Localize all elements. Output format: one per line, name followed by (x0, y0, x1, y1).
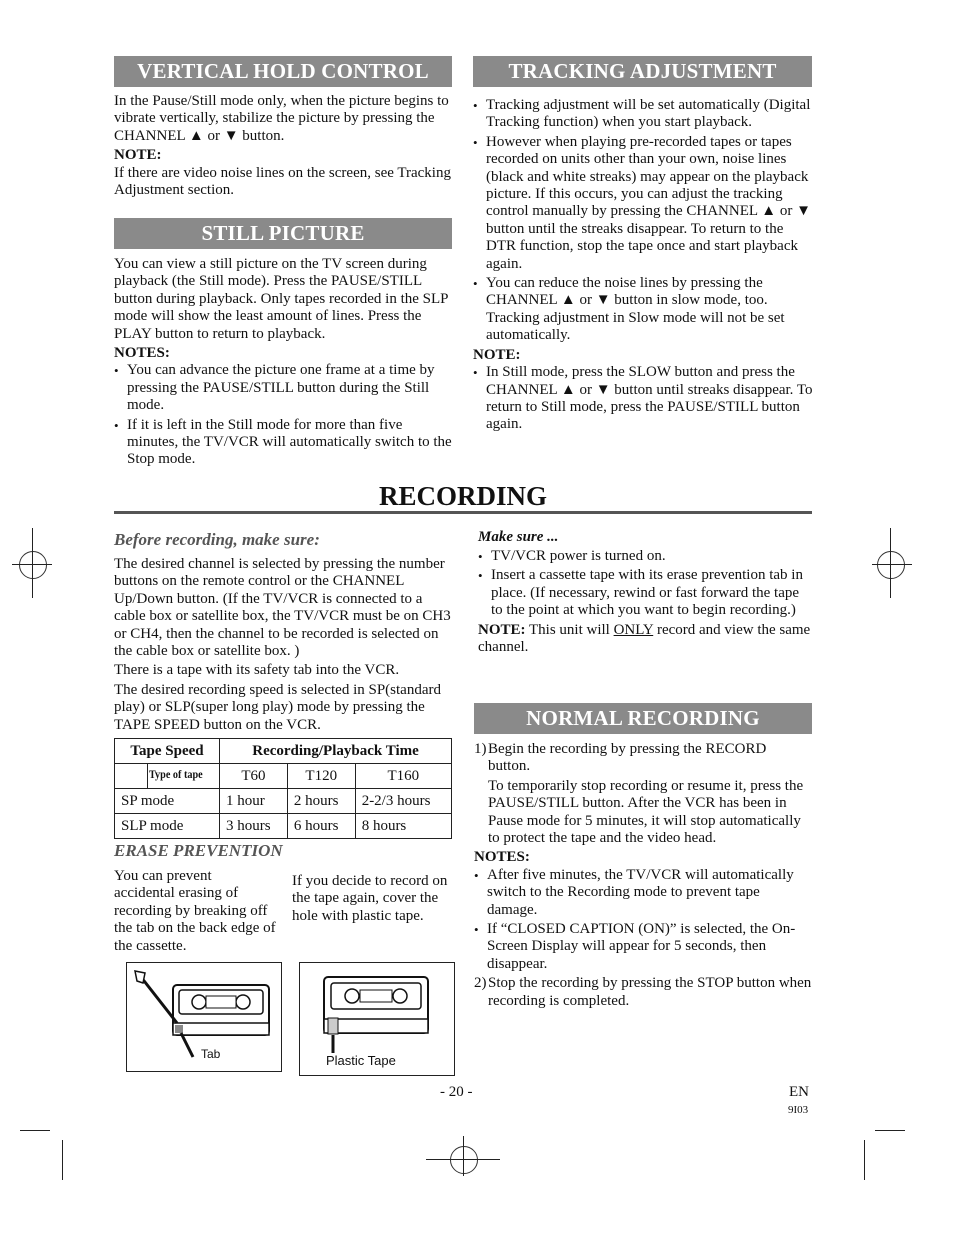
only-note-emphasis: ONLY (613, 621, 654, 638)
crop-line (463, 1136, 464, 1176)
step-number: 2) (474, 975, 487, 992)
tracking-heading: TRACKING ADJUSTMENT (473, 56, 812, 87)
crop-line (32, 528, 33, 598)
erase-prevention-right: If you decide to record on the tape again, cover the hole with plastic tape. (292, 873, 448, 924)
document-code: 9I03 (788, 1104, 809, 1116)
plastic-tape-label: Plastic Tape (326, 1053, 396, 1068)
language-code: EN (789, 1084, 809, 1100)
recording-title: RECORDING (378, 481, 547, 511)
make-sure-section (478, 548, 812, 658)
tape-speed-table (114, 738, 452, 839)
list-item: • TV/VCR power is turned on. (478, 548, 812, 565)
crop-line (864, 1140, 865, 1180)
table-row (115, 814, 452, 839)
tracking-note-list (473, 364, 813, 434)
list-item: • You can reduce the noise lines by pressing the CHANNEL ▲ or ▼ button in slow mode, too. Tracking adjustment in Slow mode will not be set automatically. (473, 275, 813, 345)
cassette-tab-figure (126, 962, 282, 1072)
table-cell (115, 764, 220, 789)
registration-mark-bottom (450, 1146, 478, 1174)
table-header: Tape Speed (115, 739, 220, 764)
normal-recording-section (474, 741, 812, 1012)
recording-rule (114, 511, 812, 514)
vertical-hold-section (114, 93, 454, 201)
list-item: • In Still mode, press the SLOW button and press the CHANNEL ▲ or ▼ button until streaks disappear. To return to Still mode, press the PAUSE/STILL button again. (473, 364, 813, 434)
before-recording-para: There is a tape with its safety tab into the VCR. (114, 662, 400, 679)
step-2-text: Stop the recording by pressing the STOP button when recording is completed. (488, 975, 812, 1009)
before-recording-para: The desired recording speed is selected in SP(standard play) or SLP(super long play) mode by pressing the TAPE SPEED button on the VCR. (114, 681, 441, 733)
tab-label: Tab (201, 1047, 221, 1061)
still-picture-body: You can view a still picture on the TV screen during playback (the Still mode). Press the PAUSE/STILL button during playback. Only tapes recorded in the SLP mode will show the least amount of lines. Press the PLAY button to return to playback. (114, 256, 448, 342)
vertical-hold-note: If there are video noise lines on the screen, see Tracking Adjustment section. (114, 164, 451, 199)
still-picture-section (114, 256, 454, 471)
still-picture-heading: STILL PICTURE (114, 218, 452, 249)
list-item: • If it is left in the Still mode for more than five minutes, the TV/VCR will automatically switch to the Stop mode. (114, 417, 454, 469)
table-cell: 2-2/3 hours (355, 789, 451, 814)
vertical-hold-body: In the Pause/Still mode only, when the picture begins to vibrate vertically, stabilize the picture by pressing the CHANNEL ▲ or ▼ button. (114, 93, 449, 144)
table-cell: 1 hour (220, 789, 288, 814)
list-item: • Tracking adjustment will be set automatically (Digital Tracking function) when you start playback. (473, 97, 813, 132)
crop-line (872, 564, 912, 565)
step-1-text: Begin the recording by pressing the RECORD button. (488, 741, 767, 775)
table-cell: T120 (287, 764, 355, 789)
erase-prevention-heading: ERASE PREVENTION (114, 841, 283, 860)
still-picture-notes-label: NOTES: (114, 345, 170, 362)
still-picture-notes (114, 362, 454, 468)
crop-line (890, 528, 891, 598)
before-recording-heading: Before recording, make sure: (114, 530, 320, 549)
table-cell: SLP mode (115, 814, 220, 839)
cassette-plastic-tape-figure (299, 962, 455, 1076)
only-note-post: record and view the same channel. (478, 621, 811, 656)
table-row (115, 789, 452, 814)
list-item: • Insert a cassette tape with its erase prevention tab in place. (If necessary, rewind or fast forward the tape to the point at which you want to begin recording.) (478, 567, 812, 619)
step-2 (474, 975, 812, 1010)
tracking-note-label: NOTE: (473, 346, 521, 363)
list-item: • You can advance the picture one frame at a time by pressing the PAUSE/STILL button during the Still mode. (114, 362, 454, 414)
registration-mark-left (19, 551, 47, 579)
before-recording-para: The desired channel is selected by pressing the number buttons on the remote control or the CHANNEL Up/Down button. (If the TV/VCR is connected to a cable box or satellite box, the TV/VCR must be on CH3 or CH4, then the channel to be recorded is selected on the cable box or satellite box. ) (114, 556, 451, 660)
step-number: 1) (474, 741, 487, 757)
crop-line (62, 1140, 63, 1180)
before-recording-section (114, 556, 452, 736)
page-number: - 20 - (440, 1084, 473, 1100)
table-cell: 3 hours (220, 814, 288, 839)
vertical-hold-heading: VERTICAL HOLD CONTROL (114, 56, 452, 87)
table-row (115, 764, 452, 789)
table-cell: 6 hours (287, 814, 355, 839)
make-sure-heading: Make sure ... (478, 529, 559, 545)
list-item: • If “CLOSED CAPTION (ON)” is selected, the On-Screen Display will appear for 5 seconds, then disappear. (474, 921, 812, 973)
step-1 (474, 741, 812, 847)
table-row (115, 739, 452, 764)
table-cell: T160 (355, 764, 451, 789)
tracking-list (473, 97, 813, 345)
step-1-detail: To temporarily stop recording or resume it, press the PAUSE/STILL button. After the VCR has been in Pause mode for 5 minutes, it will stop automatically to protect the tape and the video head. (488, 777, 804, 847)
type-of-tape-label: Type of tape (149, 767, 203, 781)
normal-recording-notes-label: NOTES: (474, 849, 530, 866)
crop-line (20, 1130, 50, 1131)
list-item: • After five minutes, the TV/VCR will automatically switch to the Recording mode to prevent tape damage. (474, 867, 812, 919)
crop-line (875, 1130, 905, 1131)
normal-recording-notes (474, 867, 812, 973)
erase-prevention-left: You can prevent accidental erasing of recording by breaking off the tab on the back edge of the cassette. (114, 868, 276, 954)
table-cell: 8 hours (355, 814, 451, 839)
only-note (478, 622, 812, 657)
list-item: • However when playing pre-recorded tapes or tapes recorded on units other than your own, noise lines (black and white streaks) may appear on the playback picture. If this occurs, you can adjust the tracking control manually by pressing the CHANNEL ▲ or ▼ button until the streaks disappear. To return to the DTR function, stop the tape once and start playback again. (473, 134, 813, 273)
registration-mark-right (877, 551, 905, 579)
only-note-label: NOTE: (478, 621, 526, 638)
normal-recording-heading: NORMAL RECORDING (474, 703, 812, 734)
only-note-pre: This unit will (529, 621, 614, 638)
table-cell: T60 (220, 764, 288, 789)
table-cell: 2 hours (287, 789, 355, 814)
make-sure-list (478, 548, 812, 620)
tracking-section (473, 97, 813, 436)
table-header: Recording/Playback Time (220, 739, 452, 764)
table-cell: SP mode (115, 789, 220, 814)
vertical-hold-note-label: NOTE: (114, 147, 162, 164)
